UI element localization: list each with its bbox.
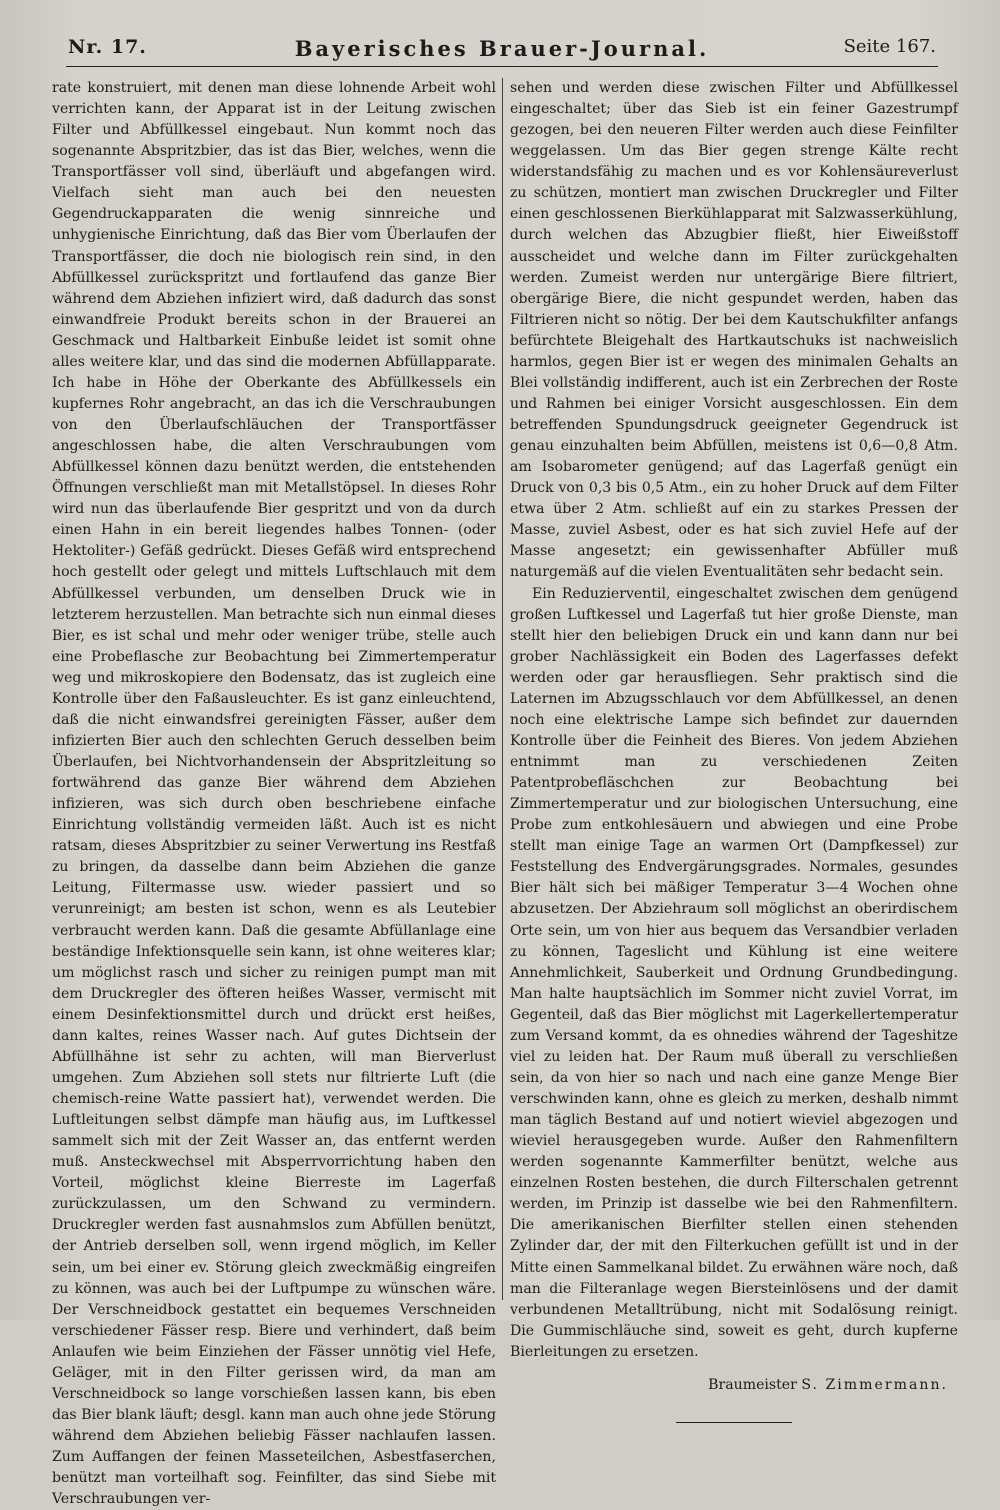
- right-column: [510, 78, 958, 1393]
- right-paragraph-1: sehen und werden diese zwischen Filter und Abfüllkessel eingeschaltet; über das Sieb ist ein feiner Gazestrumpf gezogen, bei den neueren Filter werden auch diese Feinfilter weggelassen. Um das Bier gegen strenge Kälte recht widerstandsfähig zu machen und es vor Kohlensäureverlust zu schützen, montiert man zwischen Druckregler und Filter einen geschlossenen Bierkühlapparat mit Salzwasserkühlung, durch welchen das Abzugbier fließt, hier Eiweißstoff ausscheidet und welche dann im Filter zurückgehalten werden. Zumeist werden nur untergärige Biere filtriert, obergärige Biere, die nicht gespundet werden, haben das Filtrieren nicht so nötig. Der bei dem Kautschukfilter anfangs befürchtete Bleigehalt des Hartkautschuks ist nachweislich harmlos, gegen Bier ist er wegen des minimalen Gehalts an Blei vollständig indifferent, auch ist ein Zerbrechen der Roste und Rahmen bei einiger Vorsicht ausgeschlossen. Ein dem betreffenden Spundungsdruck geeigneter Gegendruck ist genau einzuhalten beim Abfüllen, meistens ist 0,6—0,8 Atm. am Isobarometer genügend; auf das Lagerfaß genügt ein Druck von 0,3 bis 0,5 Atm., ein zu hoher Druck auf dem Filter etwa über 2 Atm. schließt auf ein zu starkes Pressen der Masse, zuviel Asbest, oder es hat sich zuviel Hefe auf der Masse angesetzt; ein gewissenhafter Abfüller muß naturgemäß auf die vielen Eventualitäten sehr bedacht sein.: [510, 80, 958, 581]
- column-divider: [502, 78, 503, 1300]
- left-column: [52, 78, 496, 1508]
- author-signature: [510, 1375, 958, 1396]
- page-number: Seite 167.: [843, 36, 936, 57]
- signature-name: S. Zimmermann.: [801, 1376, 948, 1393]
- header-rule: [66, 66, 938, 67]
- issue-number: Nr. 17.: [68, 36, 147, 58]
- article-end-rule: [676, 1422, 792, 1423]
- right-paragraph-2: Ein Reduzierventil, eingeschaltet zwischen dem genügend großen Luftkessel und Lagerfaß tut hier große Dienste, man stellt hier den beliebigen Druck ein und kann dann nur bei grober Nachlässigkeit ein Boden des Lagerfasses defekt werden oder gar herausfliegen. Sehr praktisch sind die Laternen im Abzugsschlauch vor dem Abfüllkessel, an denen noch eine elektrische Lampe sich befindet zur dauernden Kontrolle über die Feinheit des Bieres. Von jedem Abziehen entnimmt man zu verschiedenen Zeiten Patentprobefläschchen zur Beobachtung bei Zimmertemperatur und zur biologischen Untersuchung, eine Probe zum entkohlesäuern und abwiegen und eine Probe stellt man einige Tage an warmen Ort (Dampfkessel) zur Feststellung des Endvergärungsgrades. Normales, gesundes Bier hält sich bei mäßiger Temperatur 3—4 Wochen ohne abzusetzen. Der Abziehraum soll möglichst an oberirdischem Orte sein, um von hier aus bequem das Versandbier verladen zu können, Tageslicht und Kühlung ist eine weitere Annehmlichkeit, Sauberkeit und Ordnung Grundbedingung. Man halte hauptsächlich im Sommer nicht zuviel Vorrat, im Gegenteil, daß das Bier möglichst mit Lagerkellertemperatur zum Versand kommt, da es ohnedies während der Tageshitze viel zu leiden hat. Der Raum muß überall zu verschließen sein, da von hier so nach und nach eine ganze Menge Bier verschwinden kann, ohne es gleich zu merken, deshalb nimmt man täglich Bestand auf und notiert wieviel abgezogen und wieviel herausgegeben wurde. Außer den Rahmenfiltern werden sogenannte Kammerfilter benützt, welche aus einzelnen Rosten bestehen, die durch Filterschalen getrennt werden, im Prinzip ist dasselbe wie bei den Rahmenfiltern. Die amerikanischen Bierfilter stellen einen stehenden Zylinder dar, der mit den Filterkuchen gefüllt ist und in der Mitte einen Sammelkanal bildet. Zu erwähnen wäre noch, daß man die Filteranlage wegen Biersteinlösens und der damit verbundenen Metalltrübung, nicht mit Sodalösung reinigt. Die Gummischläuche sind, soweit es geht, durch kupferne Bierleitungen zu ersetzen.: [510, 585, 958, 1360]
- signature-title: Braumeister: [708, 1376, 797, 1393]
- journal-title: Bayerisches Brauer-Journal.: [294, 36, 710, 61]
- page-header: [68, 36, 936, 76]
- left-column-text: rate konstruiert, mit denen man diese lohnende Arbeit wohl verrichten kann, der Apparat ist in der Leitung zwischen Filter und Abfüllkessel eingebaut. Nun kommt noch das sogenannte Abspritzbier, das ist das Bier, welches, wenn die Transportfässer voll sind, überläuft und abgefangen wird. Vielfach sieht man auch bei den neuesten Gegendruckapparaten die wenig sinnreiche und unhygienische Einrichtung, daß das Bier vom Überlaufen der Transportfässer, die doch nie biologisch rein sind, in den Abfüllkessel zurückspritzt und fortlaufend das ganze Bier während dem Abziehen infiziert wird, daß dadurch das sonst einwandfreie Produkt bereits schon in der Brauerei an Geschmack und Haltbarkeit Einbuße leidet ist somit ohne alles weitere klar, und das sind die modernen Abfüllapparate. Ich habe in Höhe der Oberkante des Abfüllkessels ein kupfernes Rohr angebracht, an das ich die Verschraubungen von den Überlaufschläuchen der Transportfässer angeschlossen habe, die alten Verschraubungen vom Abfüllkessel können dazu benützt werden, die entstehenden Öffnungen verschließt man mit Metallstöpsel. In dieses Rohr wird nun das überlaufende Bier gespritzt und von da durch einen Hahn in ein bereit liegendes halbes Tonnen- (oder Hektoliter-) Gefäß gedrückt. Dieses Gefäß wird entsprechend hoch gestellt oder gelegt und mittels Luftschlauch mit dem Abfüllkessel verbunden, um denselben Druck wie in letzterem herzustellen. Man betrachte sich nun einmal dieses Bier, es ist schal und mehr oder weniger trübe, stelle auch eine Probeflasche zur Beobachtung bei Zimmertemperatur weg und mikroskopiere den Bodensatz, das ist zugleich eine Kontrolle über den Faßausleuchter. Es ist ganz einleuchtend, daß die nicht einwandsfrei gereinigten Fässer, außer dem infizierten Bier auch den schlechten Geruch desselben beim Überlaufen, bei Nichtvorhandensein der Abspritzleitung so fortwährend das ganze Bier während dem Abziehen infizieren, was sich durch oben beschriebene einfache Einrichtung vollständig vermeiden läßt. Auch ist es nicht ratsam, dieses Abspritzbier zu seiner Verwertung ins Restfaß zu bringen, da dasselbe dann beim Abziehen die ganze Leitung, Filtermasse usw. wieder passiert und so verunreinigt; am besten ist schon, wenn es als Leutebier verbraucht werden kann. Daß die gesamte Abfüllanlage eine beständige Infektionsquelle sein kann, ist ohne weiteres klar; um möglichst rasch und sicher zu reinigen pumpt man mit dem Druckregler des öfteren heißes Wasser, vermischt mit einem Desinfektionsmittel durch und drückt erst heißes, dann kaltes, reines Wasser nach. Auf gutes Dichtsein der Abfüllhähne ist sehr zu achten, will man Bierverlust umgehen. Zum Abziehen soll stets nur filtrierte Luft (die chemisch-reine Watte passiert hat), verwendet werden. Die Luftleitungen selbst dämpfe man häufig aus, im Luftkessel sammelt sich mit der Zeit Wasser an, das entfernt werden muß. Ansteckwechsel mit Absperrvorrichtung haben den Vorteil, möglichst kleine Bierreste im Lagerfaß zurückzulassen, um den Schwand zu vermindern. Druckregler werden fast ausnahmslos zum Abfüllen benützt, der Antrieb derselben soll, wenn irgend möglich, im Keller sein, um bei einer ev. Störung gleich zweckmäßig eingreifen zu können, was auch bei der Luftpumpe zu wünschen wäre. Der Verschneidbock gestattet ein bequemes Verschneiden verschiedener Fässer resp. Biere und verhindert, daß beim Anlaufen wie beim Einziehen der Fässer unnötig viel Hefe, Geläger, mit in den Filter gerissen wird, da man am Verschneidbock so lange vorschießen lassen kann, bis eben das Bier blank läuft; desgl. kann man auch ohne jede Störung während dem Abziehen beliebig Fässer nachlaufen lassen. Zum Auffangen der feinen Masseteilchen, Asbestfaserchen, benützt man vorteilhaft sog. Feinfilter, das sind Siebe mit Verschraubungen ver-: [52, 80, 496, 1508]
